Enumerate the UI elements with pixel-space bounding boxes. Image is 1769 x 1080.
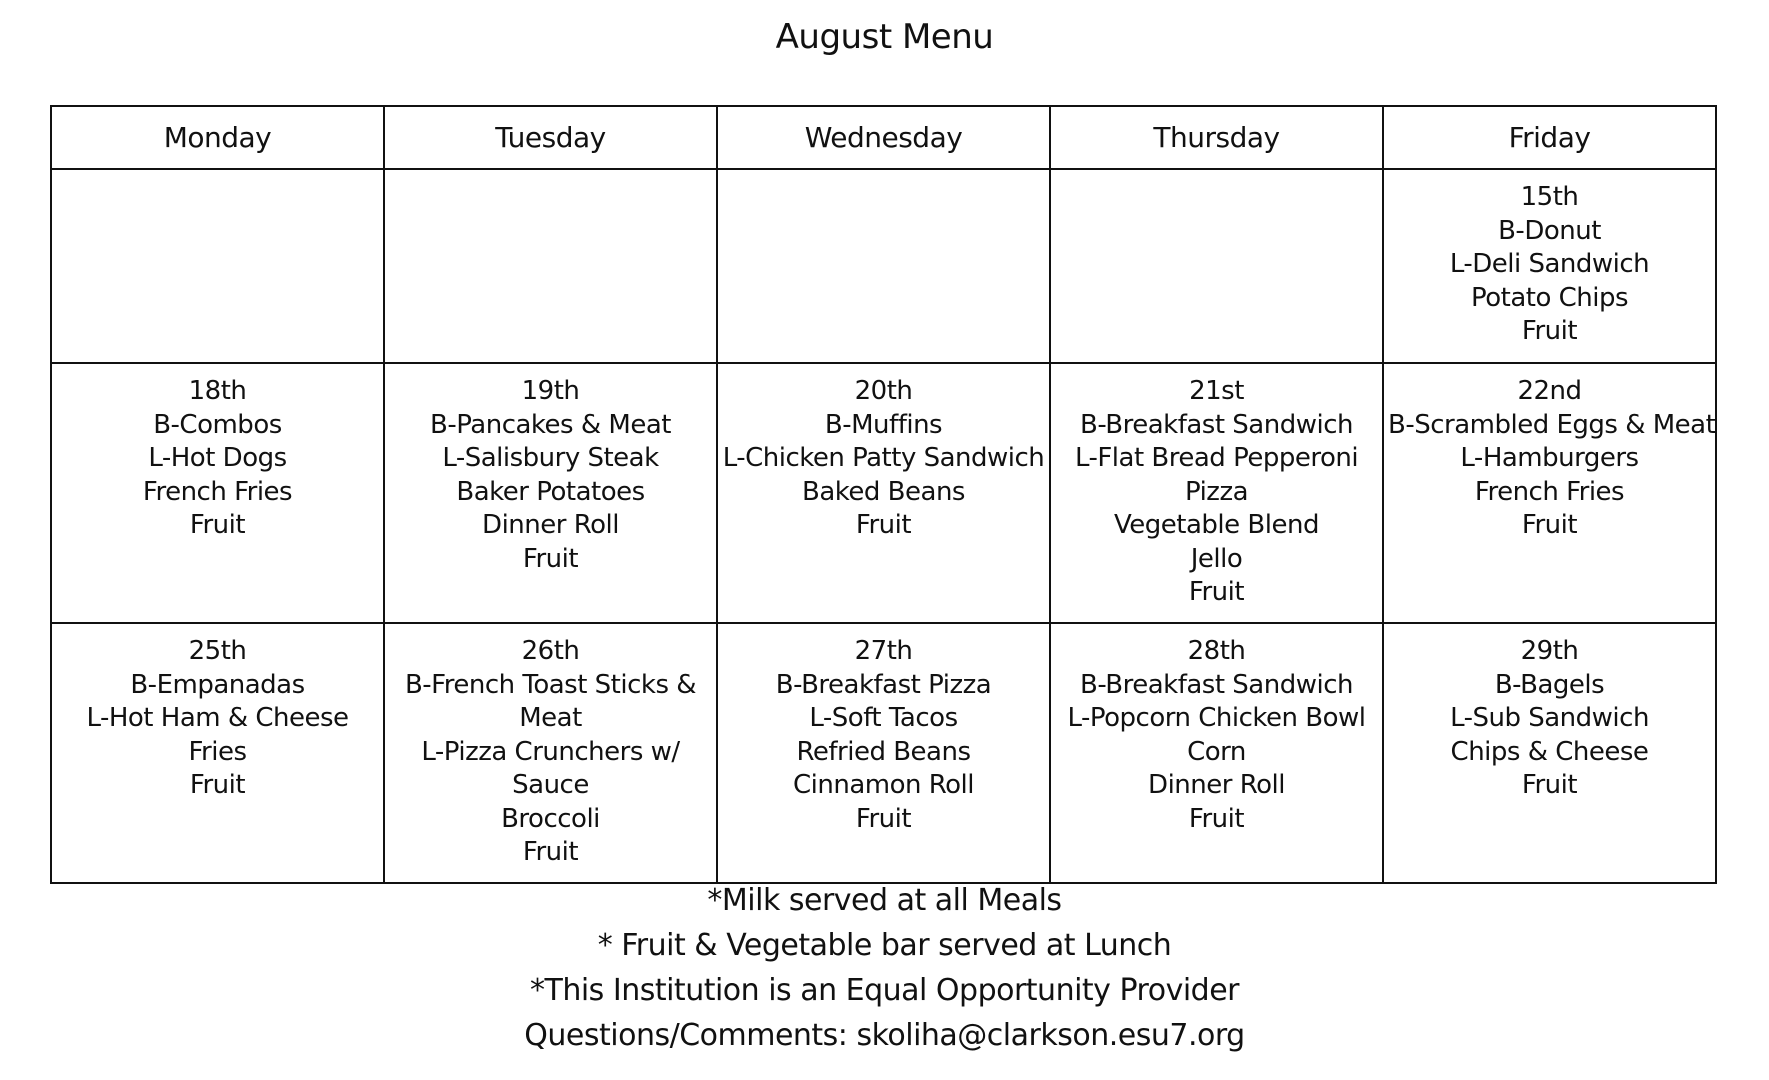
menu-item: L-Chicken Patty Sandwich xyxy=(722,443,1045,473)
menu-item: L-Hot Dogs xyxy=(148,443,287,473)
day-cell xyxy=(384,363,717,623)
menu-item: Vegetable Blend xyxy=(1114,510,1319,540)
menu-item: Broccoli xyxy=(501,803,600,834)
menu-item: Chips & Cheese xyxy=(1450,736,1649,767)
header-thursday: Thursday xyxy=(1050,106,1383,169)
day-date: 20th xyxy=(854,376,913,406)
menu-item: B-Scrambled Eggs & Meat xyxy=(1388,409,1716,440)
footer-notes xyxy=(0,878,1769,1058)
menu-item: L-Flat Bread Pepperoni xyxy=(1074,443,1359,473)
day-cell xyxy=(717,363,1050,623)
menu-item: Fruit xyxy=(1521,770,1578,800)
menu-item: Fruit xyxy=(855,510,912,540)
day-date: 15th xyxy=(1520,182,1579,212)
menu-item: Jello xyxy=(1190,543,1243,574)
day-date: 26th xyxy=(521,636,580,666)
menu-item: Pizza xyxy=(1184,476,1249,507)
menu-item: B-French Toast Sticks & xyxy=(404,669,697,700)
menu-item: Fruit xyxy=(522,837,579,867)
day-cell xyxy=(1383,623,1716,883)
menu-item: Corn xyxy=(1187,736,1246,767)
menu-item: Fruit xyxy=(1521,510,1578,540)
menu-item: B-Breakfast Sandwich xyxy=(1079,669,1353,700)
day-date: 25th xyxy=(188,636,247,666)
day-cell xyxy=(1050,169,1383,363)
page-title: August Menu xyxy=(775,17,994,57)
menu-item: Potato Chips xyxy=(1470,282,1629,313)
menu-item: Fruit xyxy=(855,803,912,834)
menu-item: Fruit xyxy=(522,543,579,574)
day-cell xyxy=(51,623,384,883)
day-date: 29th xyxy=(1520,636,1579,666)
day-cell xyxy=(51,169,384,363)
day-cell xyxy=(1050,363,1383,623)
header-friday: Friday xyxy=(1383,106,1716,169)
menu-item: B-Empanadas xyxy=(130,669,305,700)
menu-item: L-Soft Tacos xyxy=(809,703,958,733)
day-date: 19th xyxy=(521,376,580,406)
day-cell xyxy=(384,623,717,883)
day-cell xyxy=(1050,623,1383,883)
menu-item: Baked Beans xyxy=(802,476,965,507)
note-equal-opportunity: *This Institution is an Equal Opportunity Provider xyxy=(530,973,1239,1008)
menu-item: L-Pizza Crunchers w/ xyxy=(421,736,680,767)
menu-item: Fruit xyxy=(189,510,246,540)
menu-item: B-Muffins xyxy=(824,409,943,440)
day-cell xyxy=(717,623,1050,883)
day-cell xyxy=(1383,169,1716,363)
menu-item: L-Sub Sandwich xyxy=(1450,703,1649,733)
menu-item: L-Popcorn Chicken Bowl xyxy=(1067,703,1366,733)
menu-item: Baker Potatoes xyxy=(456,476,645,507)
day-cell xyxy=(51,363,384,623)
day-date: 27th xyxy=(854,636,913,666)
menu-item: Sauce xyxy=(512,770,589,800)
menu-item: Dinner Roll xyxy=(482,510,619,540)
menu-item: Fruit xyxy=(1188,577,1245,607)
menu-item: L-Salisbury Steak xyxy=(442,443,659,473)
day-date: 22nd xyxy=(1517,376,1582,406)
week-row xyxy=(51,363,1716,623)
menu-item: Cinnamon Roll xyxy=(793,770,974,800)
note-fruit-vegetable-bar: * Fruit & Vegetable bar served at Lunch xyxy=(597,928,1172,963)
menu-item: Meat xyxy=(519,703,582,733)
menu-item: L-Deli Sandwich xyxy=(1449,249,1650,279)
weekday-header-row xyxy=(51,106,1716,169)
menu-item: B-Donut xyxy=(1498,215,1601,246)
note-contact-email: Questions/Comments: skoliha@clarkson.esu7.org xyxy=(524,1018,1245,1053)
day-date: 18th xyxy=(188,376,247,406)
menu-item: French Fries xyxy=(1474,476,1625,507)
menu-item: L-Hot Ham & Cheese xyxy=(86,703,349,733)
menu-item: B-Breakfast Pizza xyxy=(775,669,992,700)
menu-item: B-Breakfast Sandwich xyxy=(1079,409,1353,440)
menu-item: Fruit xyxy=(1521,316,1578,346)
menu-item: B-Combos xyxy=(153,409,282,440)
header-tuesday: Tuesday xyxy=(384,106,717,169)
menu-item: B-Bagels xyxy=(1494,669,1605,700)
day-date: 21st xyxy=(1189,376,1244,406)
header-monday: Monday xyxy=(51,106,384,169)
menu-item: L-Hamburgers xyxy=(1460,443,1639,473)
day-cell xyxy=(717,169,1050,363)
menu-item: Fries xyxy=(188,736,247,767)
menu-item: French Fries xyxy=(142,476,293,507)
header-wednesday: Wednesday xyxy=(717,106,1050,169)
week-row xyxy=(51,623,1716,883)
note-milk: *Milk served at all Meals xyxy=(707,883,1062,918)
menu-item: Fruit xyxy=(189,770,246,800)
menu-calendar xyxy=(50,105,1717,884)
menu-item: Dinner Roll xyxy=(1148,770,1285,800)
menu-item: Refried Beans xyxy=(796,736,971,767)
day-cell xyxy=(384,169,717,363)
menu-item: B-Pancakes & Meat xyxy=(430,409,671,440)
menu-item: Fruit xyxy=(1188,803,1245,834)
week-row xyxy=(51,169,1716,363)
day-cell xyxy=(1383,363,1716,623)
day-date: 28th xyxy=(1187,636,1246,666)
